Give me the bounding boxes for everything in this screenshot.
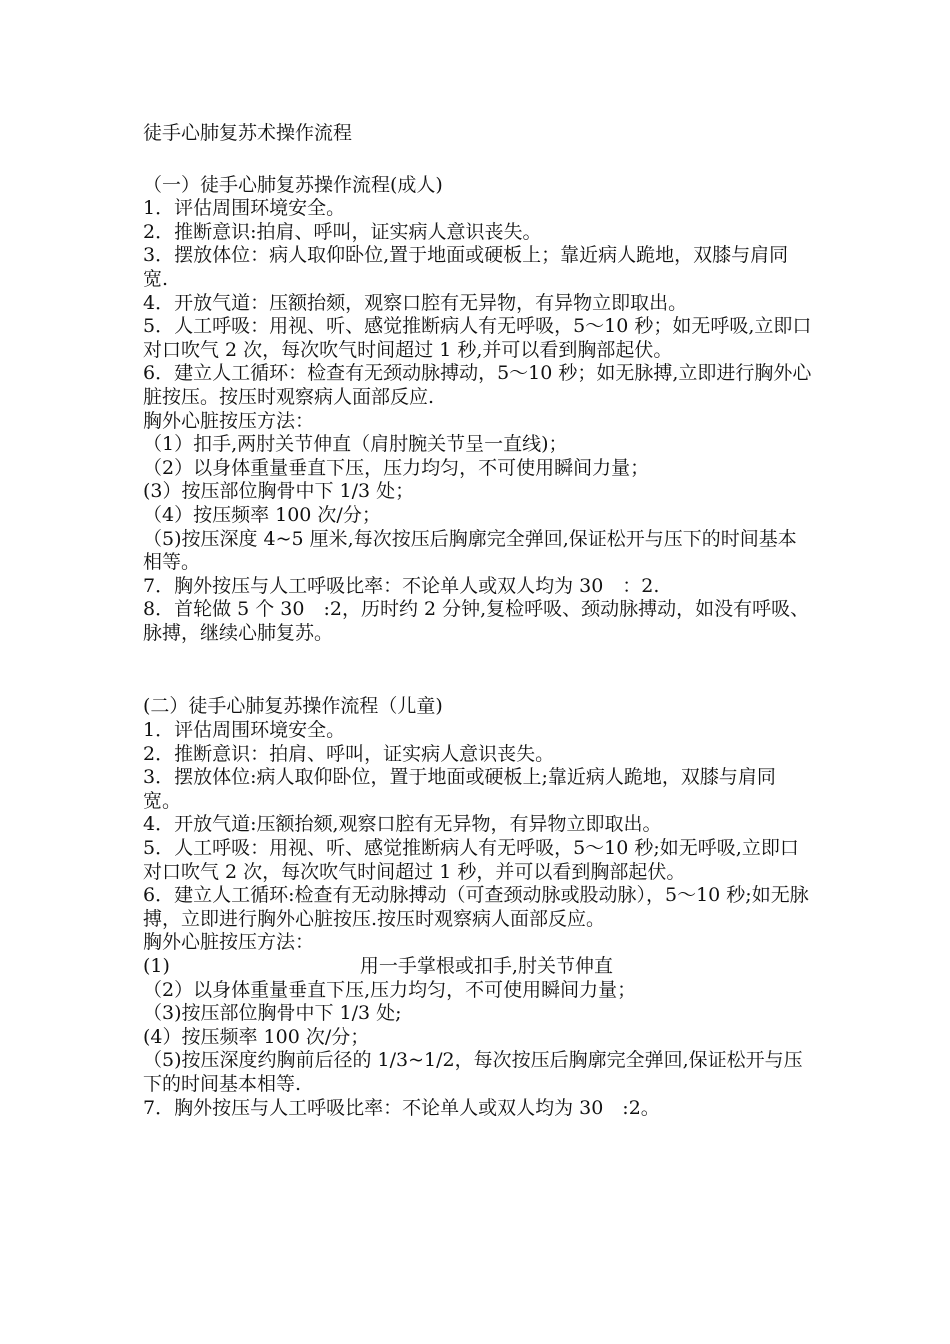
section-line: 胸外心脏按压方法： [143, 931, 315, 954]
section-line: （5)按压深度约胸前后径的 1/3~1/2，每次按压后胸廓完全弹回,保证松开与压下的时间基本相等. [143, 1049, 803, 1095]
section-line: (3）按压部位胸骨中下 1/3 处； [143, 480, 415, 503]
section-line: （3)按压部位胸骨中下 1/3 处; [143, 1002, 402, 1025]
section-line: 胸外心脏按压方法： [143, 409, 315, 432]
section-line: （1）扣手,两肘关节伸直（肩肘腕关节呈一直线)； [143, 433, 568, 456]
section-line: （4）按压频率 100 次/分； [143, 503, 381, 526]
section-line: 7．胸外按压与人工呼吸比率：不论单人或双人均为 30 :2。 [143, 1096, 660, 1119]
document-title: 徒手心肺复苏术操作流程 [143, 122, 353, 144]
section-heading: (二）徒手心肺复苏操作流程（儿童) [143, 695, 443, 718]
section-line: 5．人工呼吸：用视、听、感觉推断病人有无呼吸，5～10 秒；如无呼吸,立即口对口吹气 2 次，每次吹气时间超过 1 秒,并可以看到胸部起伏。 [143, 315, 812, 361]
section-1 [143, 174, 813, 646]
section-line: 2．推断意识:拍肩、呼叫，证实病人意识丧失。 [143, 220, 542, 243]
section-line: （2）以身体重量垂直下压,压力均匀，不可使用瞬间力量； [143, 978, 637, 1001]
section-line: 4．开放气道：压额抬颏，观察口腔有无异物，有异物立即取出。 [143, 291, 688, 314]
section-line: 1．评估周围环境安全。 [143, 719, 346, 742]
section-line: 8．首轮做 5 个 30 :2，历时约 2 分钟,复检呼吸、颈动脉搏动，如没有呼吸、脉搏，继续心肺复苏。 [143, 598, 810, 644]
section-line: 3．摆放体位:病人取仰卧位，置于地面或硬板上;靠近病人跪地，双膝与肩同宽。 [143, 766, 776, 812]
section-line: （2）以身体重量垂直下压，压力均匀，不可使用瞬间力量； [143, 456, 650, 479]
section-line: 3．摆放体位：病人取仰卧位,置于地面或硬板上；靠近病人跪地，双膝与肩同宽. [143, 244, 789, 290]
document-body [143, 174, 813, 1121]
section-line: (1) 用一手掌根或扣手,肘关节伸直 [143, 955, 613, 977]
section-line: 4．开放气道:压额抬颏,观察口腔有无异物，有异物立即取出。 [143, 813, 662, 836]
section-line: 5．人工呼吸：用视、听、感觉推断病人有无呼吸，5～10 秒;如无呼吸,立即口对口吹气 2 次，每次吹气时间超过 1 秒，并可以看到胸部起伏。 [143, 837, 799, 883]
section-line: 6．建立人工循环:检查有无动脉搏动（可查颈动脉或股动脉），5～10 秒;如无脉搏，立即进行胸外心脏按压.按压时观察病人面部反应。 [143, 884, 809, 930]
section-heading: （一）徒手心肺复苏操作流程(成人) [143, 173, 443, 196]
section-line: 6．建立人工循环：检查有无颈动脉搏动，5～10 秒；如无脉搏,立即进行胸外心脏按压。按压时观察病人面部反应. [143, 362, 812, 408]
section-2 [143, 695, 813, 1120]
section-line: 1．评估周围环境安全。 [143, 197, 346, 220]
section-line: 2．推断意识：拍肩、呼叫，证实病人意识丧失。 [143, 742, 555, 765]
section-line: (4）按压频率 100 次/分； [143, 1025, 370, 1048]
section-line: 7．胸外按压与人工呼吸比率：不论单人或双人均为 30 ：2. [143, 574, 660, 597]
section-line: （5)按压深度 4~5 厘米,每次按压后胸廓完全弹回,保证松开与压下的时间基本相等。 [143, 527, 797, 574]
document-page [143, 122, 813, 1120]
